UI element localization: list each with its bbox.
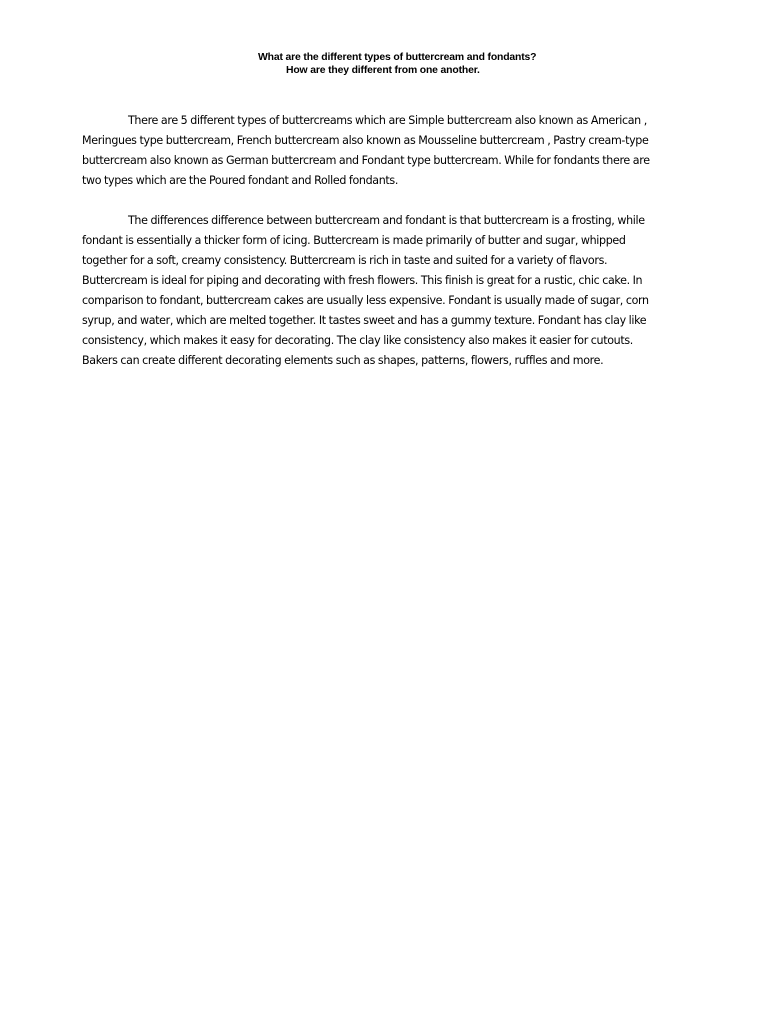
- paragraph-line: Bakers can create different decorating elements such as shapes, patterns, flowers, ruffles and more.: [82, 354, 604, 367]
- title-line: What are the different types of buttercream and fondants?: [258, 52, 537, 63]
- paragraph-line: The differences difference between buttercream and fondant is that buttercream is a frosting, while: [128, 214, 645, 227]
- paragraph-buttercream-types: [82, 111, 702, 191]
- paragraph-line: There are 5 different types of buttercreams which are Simple buttercream also known as American ,: [128, 114, 647, 127]
- paragraph-differences: [82, 211, 702, 371]
- paragraph-line: together for a soft, creamy consistency. Buttercream is rich in taste and suited for a variety of flavors.: [82, 254, 608, 267]
- subtitle-line: How are they different from one another.: [286, 65, 480, 76]
- paragraph-line: two types which are the Poured fondant and Rolled fondants.: [82, 174, 399, 187]
- paragraph-line: syrup, and water, which are melted together. It tastes sweet and has a gummy texture. Fondant has clay like: [82, 314, 647, 327]
- paragraph-line: Meringues type buttercream, French buttercream also known as Mousseline buttercream , Pastry cream-type: [82, 134, 649, 147]
- document-title: [150, 51, 680, 77]
- paragraph-line: comparison to fondant, buttercream cakes are usually less expensive. Fondant is usually made of sugar, corn: [82, 294, 649, 307]
- paragraph-line: consistency, which makes it easy for decorating. The clay like consistency also makes it easier for cutouts.: [82, 334, 633, 347]
- paragraph-line: fondant is essentially a thicker form of icing. Buttercream is made primarily of butter and sugar, whipped: [82, 234, 626, 247]
- paragraph-line: buttercream also known as German buttercream and Fondant type buttercream. While for fondants there are: [82, 154, 650, 167]
- paragraph-line: Buttercream is ideal for piping and decorating with fresh flowers. This finish is great for a rustic, chic cake. In: [82, 274, 643, 287]
